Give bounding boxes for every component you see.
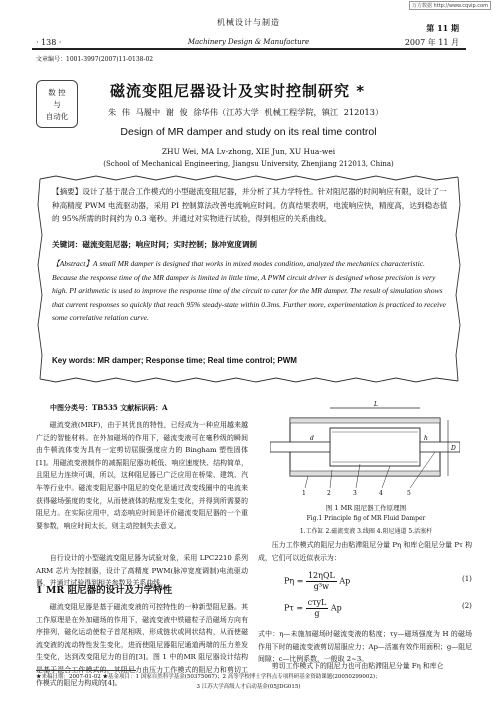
- paper-title-en: Design of MR damper and study on its real time control: [120, 126, 377, 138]
- dim-D-label: D: [451, 445, 456, 452]
- paper-title-cn: 磁流变阻尼器设计及实时控制研究 *: [110, 82, 366, 100]
- eq1-lhs: Pη =: [284, 576, 304, 586]
- equation-2: [284, 598, 472, 619]
- affiliation-en: (School of Mechanical Engineering, Jiangsu University, Zhenjiang 212013, China): [103, 160, 394, 168]
- footnote-rule: [36, 670, 136, 671]
- dim-d-label: d: [310, 435, 314, 442]
- footnote-funding-2: 3 江苏大学高级人才启动基金(05JDG015): [196, 684, 301, 690]
- issue-number: 第 11 期: [426, 23, 459, 33]
- authors-en: ZHU Wei, MA Lv-zhong, XIE Jun, XU Hua-wei: [161, 147, 336, 156]
- svg-text:4: 4: [379, 490, 383, 497]
- keywords-cn: 关键词：磁流变阻尼器；响应时间；实时控制；脉冲宽度调制: [52, 240, 258, 249]
- abstract-cn: 【摘要】设计了基于混合工作模式的小型磁流变阻尼器，并分析了其力学特性。针对阻尼器的时间响应有限，设计了一种高精度 PWM 电流驱动器，采用 PI 控制算法改善电流响应时间。仿真结果表明，电流响应快，精度高，达到稳态值的 95%所需的时间约为 0.3 毫秒。并通过对实物进行试验，得到相应的关系曲线。: [52, 187, 448, 224]
- journal-title-cn: 机械设计与制造: [217, 18, 280, 27]
- section-heading: 1 MR 阻尼器的设计及力学特性: [36, 585, 173, 596]
- figure-legend: 1.工作缸 2.磁流变液 3.线圈 4.阻尼通道 5.活塞杆: [299, 528, 433, 535]
- eq2-den: g: [314, 609, 320, 618]
- figure-caption-en: Fig.1 Principle fig of MR Fluid Damper: [306, 515, 426, 522]
- eq1-number: (1): [462, 575, 472, 583]
- svg-text:3: 3: [353, 490, 357, 497]
- svg-text:2: 2: [327, 490, 331, 497]
- eq1-den: g³w: [313, 582, 329, 591]
- dim-h-label: h: [424, 435, 428, 442]
- abstract-en: 【Abstract】A small MR damper is designed that works in mixed modes condition, analyzed the mechanics characteristic. Because the response time of the MR damper is limited in little time, A PWM circuit driver is designed whose precision is very high. PI arithmetic is used to improve the response time of the circuit to cater for the MR damper. The result of simulation shows that current responses so quickly that reach 95% steady-state within 0.3ms. Further more, experimentation is practiced to receive some correlative relation curve.: [52, 259, 446, 323]
- footnote-funding: ★来稿日期：2007-01-02 ★基金项目：1 国家自然科学基金(50375067)；2 高等学校博士学科点专项科研基金资助课题(20050299002)；: [36, 674, 381, 680]
- keywords-en: Key words: MR damper; Response time; Real time control; PWM: [52, 356, 297, 365]
- badge-line: 与: [53, 100, 61, 109]
- eq2-fraction: [306, 598, 329, 619]
- equation-description: 式中：η—未施加磁场时磁流变液的粘度；τy—磁场强度为 H 的磁场作用下时的磁流变液剪切屈服应力；Ap—活塞有效作用面积；g—阻尼间隙；c—比例系数，一般取 2~3。: [258, 630, 472, 664]
- eq2-rhs: Ap: [330, 603, 342, 613]
- eq2-lhs: Pτ =: [284, 603, 304, 613]
- right-column-intro: 压力工作模式的阻尼力由粘滞阻尼分量 Pη 和库仑阻尼分量 Pτ 构成，它们可以近似表示为：: [258, 541, 472, 562]
- watermark: 万方数据 http://www.cqvip.com: [409, 1, 491, 10]
- badge-line: 自动化: [45, 112, 69, 121]
- right-column-continue: 剪切工作模式下的阻尼力也可由粘滞阻尼分量 Fη 和库仑: [271, 662, 444, 670]
- column-badge: [36, 80, 78, 128]
- eq1-fraction: [306, 571, 337, 592]
- header-rule: [32, 48, 466, 50]
- svg-text:1: 1: [302, 490, 306, 497]
- intro-paragraph: 磁流变液(MRF)，由于其优良的特性，已经成为一种应用越来越广泛的智能材料。在外加磁场的作用下，磁流变液可在毫秒级的瞬间由牛顿流体变为具有一定剪切屈服强度应力的 Bingham 塑性固体[1]。用磁流变液制作的减振阻尼器功耗低、响应速度快、结构简单，且阻尼力连续可调，所以，这种阻尼器已广泛应用在桥梁、建筑、汽车等行业中。磁流变阻尼器中阻尼的变化是通过改变线圈中的电流来获得磁场强度的变化，从而使液体的粘度发生变化，并得到所需要的阻尼力。在实际应用中，动态响应时间是评价磁流变阻尼器的一个重要参数，响应时间太长，则主动控制失去意义。: [36, 421, 248, 530]
- eq1-rhs: Ap: [339, 576, 351, 586]
- classification: 中图分类号：TB535 文献标识码：A: [50, 403, 168, 412]
- authors-cn: 朱 伟 马履中 谢 俊 徐华伟（江苏大学 机械工程学院，镇江 212013）: [108, 107, 384, 117]
- dim-L-label: L: [374, 401, 378, 408]
- article-number: 文章编号：1001-3997(2007)11-0138-02: [36, 56, 154, 63]
- eq2-num: cτyL: [307, 598, 327, 607]
- figure-caption-cn: 图 1 MR 阻尼器工作原理图: [325, 504, 407, 512]
- issue-date: 2007 年 11 月: [404, 38, 459, 47]
- damper-diagram: [270, 400, 460, 498]
- eq2-number: (2): [462, 602, 472, 610]
- section-paragraph: 磁流变阻尼器是基于磁流变液的可控特性的一种新型阻尼器。其工作原理是在外加磁场的作用下，磁流变液中铁磁粒子沿磁场方向有序排列，磁化运动使粒子首尾相吸，形成链状或网状结构，从而使磁流变液的流动特性发生变化，进而使阻尼器阻尼通道两端的压力差发生变化，达到改变阻尼力的目的[3]。图 1 中的MR 阻尼器设计结构是基于混合工作模式的，其阻尼力由压力工作模式的阻尼力和剪切工作模式的阻尼力构成的[4]。: [36, 603, 248, 687]
- badge-line: 数 控: [48, 88, 66, 97]
- figure-1: [270, 400, 460, 498]
- intro-paragraph-2: 自行设计的小型磁流变阻尼器为试验对象，采用 LPC2210 系列 ARM 芯片为控制器，设计了高精度 PWM(脉冲宽度调制)电流驱动器，并通过试验得到相关参数及关系曲线。: [36, 554, 248, 588]
- svg-text:5: 5: [407, 490, 411, 497]
- eq1-num: 12ηQL: [307, 571, 335, 580]
- page-number: · 138 ·: [36, 38, 62, 47]
- journal-title-en: Machinery Design & Manufacture: [187, 38, 310, 46]
- equation-1: [284, 571, 472, 592]
